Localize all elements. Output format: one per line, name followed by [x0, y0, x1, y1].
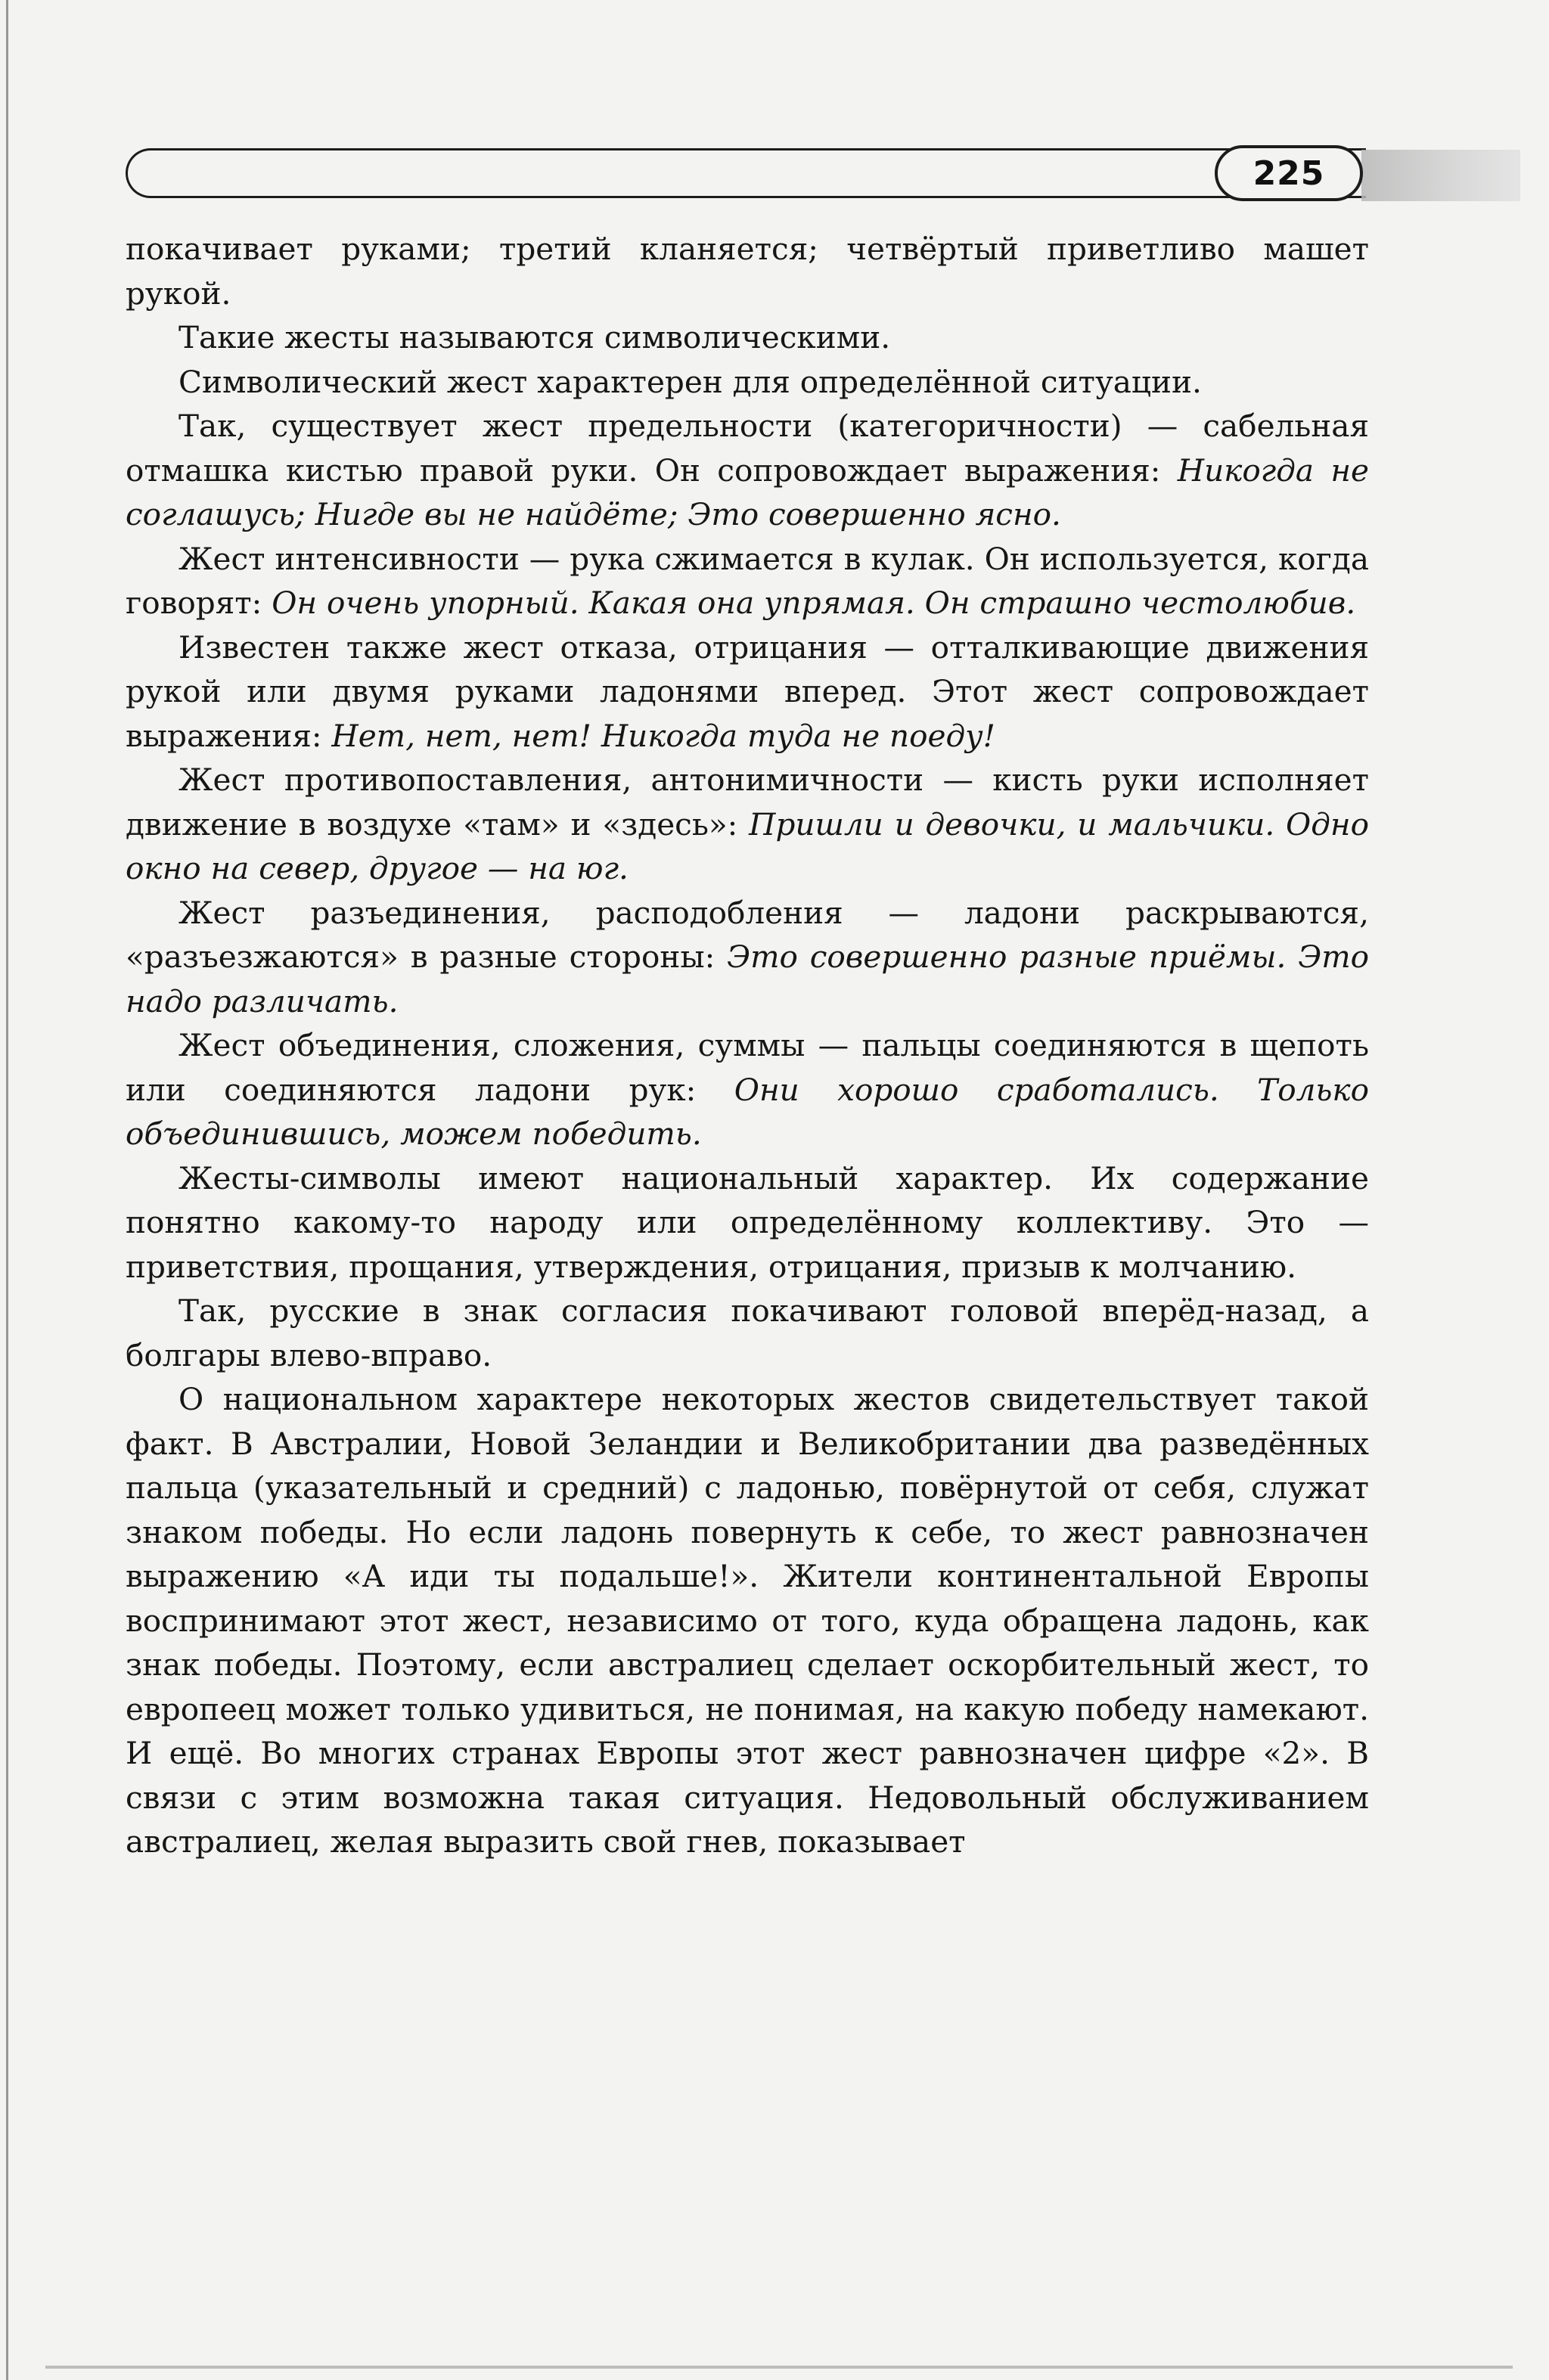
paragraph-text: О национальном характере некоторых жестов свидетельствует такой факт. В Австралии, Новой Зеландии и Великобритании два разведённых пальца (указательный и средний) с ладонью, повёрнутой от себя, служат знаком победы. Но если ладонь повернуть к себе, то жест равнозначен выражению «А иди ты подальше!». Жители континентальной Европы воспринимают этот жест, независимо от того, куда обращена ладонь, как знак победы. Поэтому, если австралиец сделает оскорбительный жест, то европеец может только удивиться, не понимая, на какую победу намекают. И ещё. Во многих странах Европы этот жест равнозначен цифре «2». В связи с этим возможна такая ситуация. Недовольный обслуживанием австралиец, желая выразить свой гнев, показывает	[126, 1381, 1369, 1860]
example-text: Они хорошо сработались. Только объединившись, можем победить.	[126, 1071, 1369, 1152]
scan-edge-bottom	[45, 2366, 1513, 2369]
header-shade	[1361, 150, 1520, 201]
paragraph-text: Жест противопоставления, антонимичности — кисть руки исполняет движение в воздухе «там» и «здесь»:	[126, 762, 1369, 842]
example-text: Нет, нет, нет! Никогда туда не поеду!	[331, 717, 995, 754]
paragraph	[126, 1023, 1369, 1156]
paragraph-text: Символический жест характерен для определённой ситуации.	[178, 363, 1202, 400]
example-text: Это совершенно разные приёмы. Это надо различать.	[126, 939, 1369, 1019]
example-text: Никогда не соглашусь; Нигде вы не найдёте; Это совершенно ясно.	[126, 451, 1369, 532]
paragraph-text: Жест интенсивности — рука сжимается в кулак. Он используется, когда говорят:	[126, 540, 1369, 621]
page-number-tab	[1215, 145, 1363, 201]
paragraph-text: Такие жесты называются символическими.	[178, 319, 891, 355]
paragraph	[126, 758, 1369, 891]
paragraph-text: Жест разъединения, расподобления — ладони раскрываются, «разъезжаются» в разные стороны:	[126, 894, 1369, 975]
paragraph-text: Жест объединения, сложения, суммы — пальцы соединяются в щепоть или соединяются ладони рук:	[126, 1027, 1369, 1108]
paragraph-text: Так, русские в знак согласия покачивают головой вперёд-назад, а болгары влево-вправо.	[126, 1292, 1369, 1373]
paragraph	[126, 1156, 1369, 1289]
body-text	[126, 227, 1369, 1864]
paragraph	[126, 404, 1369, 537]
page-number: 225	[1253, 154, 1325, 193]
example-text: Пришли и девочки, и мальчики. Одно окно на север, другое — на юг.	[126, 805, 1369, 886]
example-text: Он очень упорный. Какая она упрямая. Он страшно честолюбив.	[272, 585, 1356, 621]
paragraph	[126, 1289, 1369, 1377]
paragraph	[126, 315, 1369, 360]
paragraph	[126, 1377, 1369, 1864]
paragraph-text: Жесты-символы имеют национальный характер. Их содержание понятно какому-то народу или определённому коллективу. Это — приветствия, прощания, утверждения, отрицания, призыв к молчанию.	[126, 1159, 1369, 1285]
page-header-rule	[126, 148, 1366, 198]
scan-edge-left	[6, 0, 8, 2380]
paragraph	[126, 360, 1369, 405]
paragraph	[126, 625, 1369, 759]
paragraph	[126, 537, 1369, 625]
paragraph	[126, 227, 1369, 315]
paragraph-text: покачивает руками; третий кланяется; четвёртый приветливо машет рукой.	[126, 231, 1369, 312]
paragraph-text: Так, существует жест предельности (категоричности) — сабельная отмашка кистью правой руки. Он сопровождает выражения:	[126, 408, 1369, 489]
paragraph-text: Известен также жест отказа, отрицания — отталкивающие движения рукой или двумя руками ладонями вперед. Этот жест сопровождает выражения:	[126, 628, 1369, 754]
paragraph	[126, 891, 1369, 1024]
